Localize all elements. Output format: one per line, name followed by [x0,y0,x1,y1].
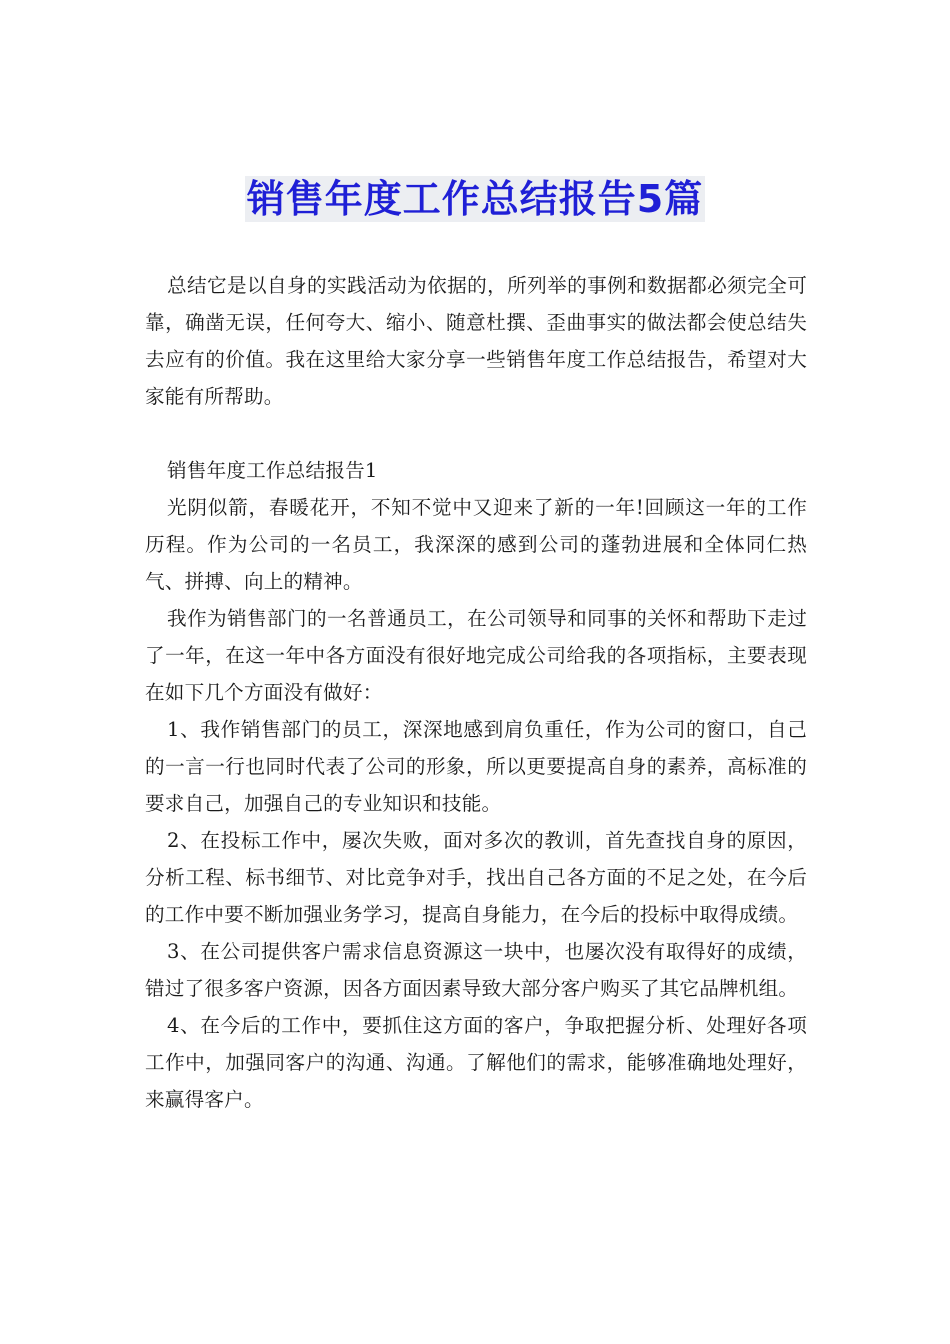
list-item: 4、在今后的工作中，要抓住这方面的客户，争取把握分析、处理好各项工作中，加强同客户的沟通、沟通。了解他们的需求，能够准确地处理好，来赢得客户。 [145,1014,807,1111]
section-heading: 销售年度工作总结报告1 [167,459,378,482]
body-paragraph: 光阴似箭，春暖花开，不知不觉中又迎来了新的一年!回顾这一年的工作历程。作为公司的一名员工，我深深的感到公司的蓬勃进展和全体同仁热气、拼搏、向上的精神。 [145,496,807,593]
document-body [145,267,807,1118]
list-item: 2、在投标工作中，屡次失败，面对多次的教训，首先查找自身的原因，分析工程、标书细节、对比竞争对手，找出自己各方面的不足之处，在今后的工作中要不断加强业务学习，提高自身能力，在今后的投标中取得成绩。 [145,829,807,926]
list-item: 3、在公司提供客户需求信息资源这一块中，也屡次没有取得好的成绩，错过了很多客户资源，因各方面因素导致大部分客户购买了其它品牌机组。 [145,940,807,1000]
body-paragraph: 我作为销售部门的一名普通员工，在公司领导和同事的关怀和帮助下走过了一年，在这一年中各方面没有很好地完成公司给我的各项指标，主要表现在如下几个方面没有做好： [145,607,807,704]
document-title: 销售年度工作总结报告5篇 [246,177,704,221]
list-item: 1、我作销售部门的员工，深深地感到肩负重任，作为公司的窗口，自己的一言一行也同时代表了公司的形象，所以更要提高自身的素养，高标准的要求自己，加强自己的专业知识和技能。 [145,718,807,815]
intro-paragraph: 总结它是以自身的实践活动为依据的，所列举的事例和数据都必须完全可靠，确凿无误，任何夸大、缩小、随意杜撰、歪曲事实的做法都会使总结失去应有的价值。我在这里给大家分享一些销售年度工作总结报告，希望对大家能有所帮助。 [145,274,807,408]
title-container [0,176,950,222]
